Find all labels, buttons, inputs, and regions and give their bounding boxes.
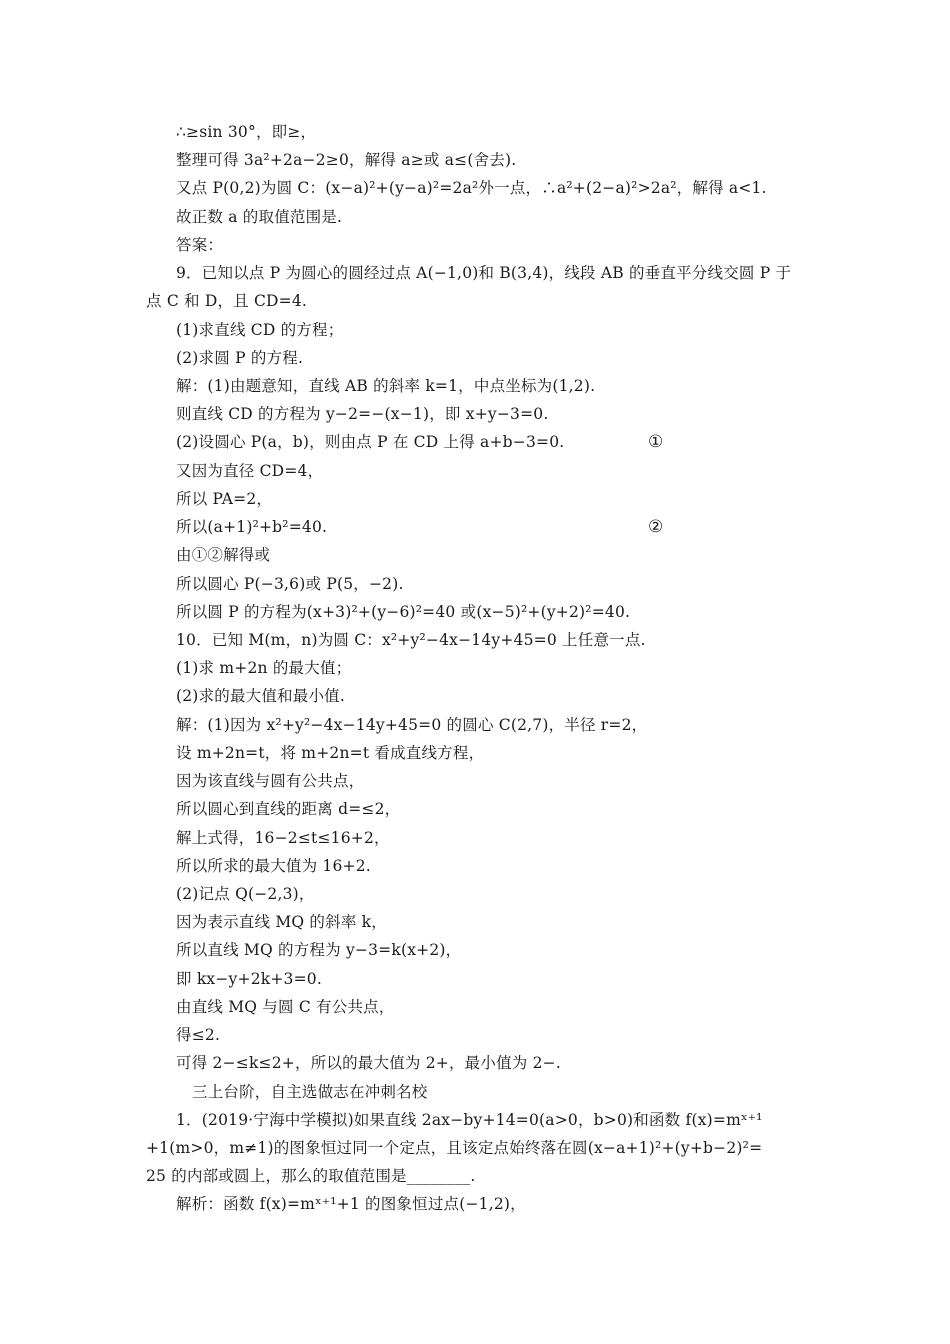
text-line: 所以 PA=2， (176, 490, 273, 508)
equation-marker-2: ② (648, 517, 664, 537)
text-line: 又点 P(0,2)为圆 C：(x−a)²+(y−a)²=2a²外一点，∴a²+(2−a)²>2a²，解得 a<1. (176, 179, 767, 197)
text-line: 所以圆心 P(−3,6)或 P(5，−2). (176, 575, 404, 593)
text-line: 由直线 MQ 与圆 C 有公共点， (176, 998, 395, 1016)
text-line: 由①②解得或 (176, 546, 271, 564)
text-line: 则直线 CD 的方程为 y−2=−(x−1)，即 x+y−3=0. (176, 405, 549, 423)
text-line: 所以(a+1)²+b²=40. (176, 518, 328, 536)
problem-9-line: 点 C 和 D，且 CD=4. (146, 292, 308, 310)
problem-1-line: 25 的内部或圆上，那么的取值范围是________. (146, 1167, 476, 1185)
text-line: (2)设圆心 P(a，b)，则由点 P 在 CD 上得 a+b−3=0. (176, 433, 565, 451)
text-line: 解上式得，16−2≤t≤16+2， (176, 829, 390, 847)
text-line: (2)记点 Q(−2,3)， (176, 885, 315, 903)
text-line: 所以直线 MQ 的方程为 y−3=k(x+2)， (176, 941, 462, 959)
problem-9-line: 9．已知以点 P 为圆心的圆经过点 A(−1,0)和 B(3,4)，线段 AB 的垂直平分线交圆 P 于 (176, 264, 792, 282)
text-line: 解析：函数 f(x)=mˣ⁺¹+1 的图象恒过点(−1,2)， (176, 1195, 526, 1213)
text-line: ∴≥sin 30°，即≥， (176, 123, 317, 141)
text-line: 又因为直径 CD=4， (176, 462, 324, 480)
text-line: 所以圆 P 的方程为(x+3)²+(y−6)²=40 或(x−5)²+(y+2)²=40. (176, 603, 631, 621)
problem-10-line: 10．已知 M(m，n)为圆 C：x²+y²−4x−14y+45=0 上任意一点. (176, 631, 646, 649)
text-line: (1)求直线 CD 的方程； (176, 321, 344, 339)
text-line: 所以圆心到直线的距离 d=≤2， (176, 800, 401, 818)
problem-1-line: +1(m>0，m≠1)的图象恒过同一个定点，且该定点始终落在圆(x−a+1)²+(y+b−2)²= (146, 1139, 763, 1157)
text-line: 得≤2. (176, 1026, 221, 1044)
text-line: 可得 2−≤k≤2+，所以的最大值为 2+，最小值为 2−. (176, 1054, 561, 1072)
text-line: (2)求的最大值和最小值. (176, 687, 345, 705)
text-line: 整理可得 3a²+2a−2≥0，解得 a≥或 a≤(舍去). (176, 151, 517, 169)
text-line: 即 kx−y+2k+3=0. (176, 970, 322, 988)
section-heading: 三上台阶，自主选做志在冲刺名校 (192, 1083, 428, 1101)
text-line: 因为表示直线 MQ 的斜率 k， (176, 913, 387, 931)
text-line: (2)求圆 P 的方程. (176, 349, 304, 367)
text-line: 所以所求的最大值为 16+2. (176, 857, 371, 875)
text-line: 设 m+2n=t，将 m+2n=t 看成直线方程， (176, 744, 485, 762)
text-line: 解：(1)因为 x²+y²−4x−14y+45=0 的圆心 C(2,7)，半径 r=2， (176, 716, 648, 734)
text-line: (1)求 m+2n 的最大值； (176, 659, 352, 677)
text-line: 答案： (176, 236, 224, 254)
text-line: 因为该直线与圆有公共点， (176, 772, 365, 790)
text-line: 解：(1)由题意知，直线 AB 的斜率 k=1，中点坐标为(1,2). (176, 377, 596, 395)
problem-1-line: 1．(2019·宁海中学模拟)如果直线 2ax−by+14=0(a>0，b>0)和函数 f(x)=mˣ⁺¹ (176, 1111, 763, 1129)
equation-marker-1: ① (648, 432, 664, 452)
text-line: 故正数 a 的取值范围是. (176, 208, 343, 226)
